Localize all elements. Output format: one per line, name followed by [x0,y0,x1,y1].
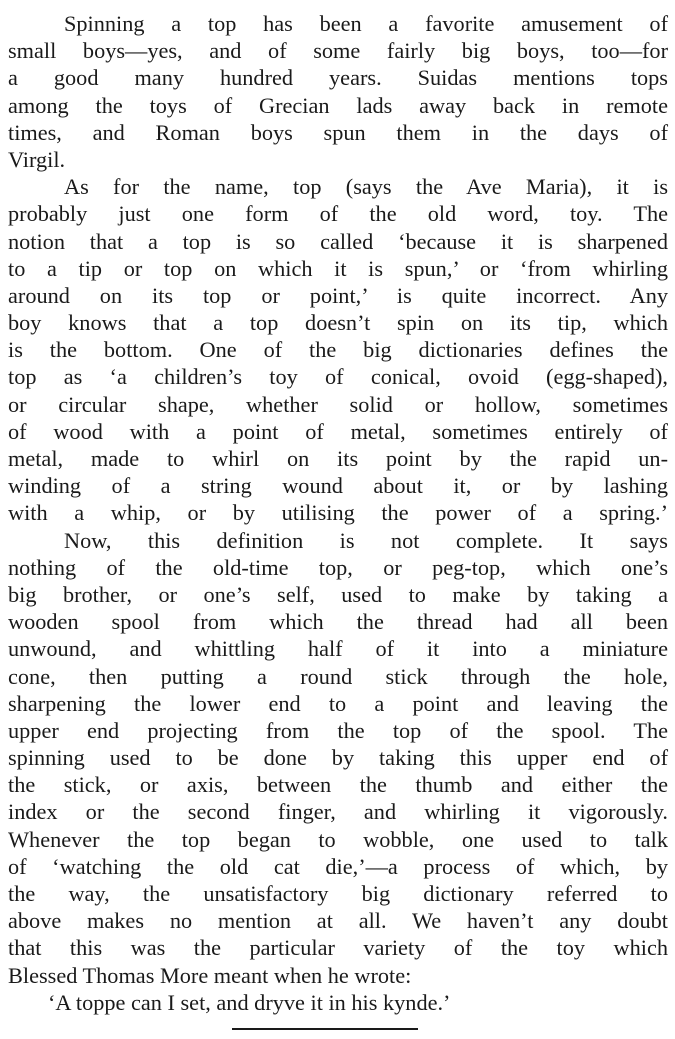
text-line: winding of a string wound about it, or by lashing [8,473,668,499]
quotation [8,989,668,1016]
text-line: upper end projecting from the top of the spool. The [8,717,668,743]
text-line: notion that a top is so called ‘because it is sharpened [8,228,668,254]
article-column [8,10,668,1016]
text-line: unwound, and whittling half of it into a miniature [8,636,668,662]
text-line: Spinning a top has been a favorite amusement of [64,11,668,36]
paragraph-2 [8,173,668,526]
text-line: Whenever the top began to wobble, one used to talk [8,826,668,852]
text-line: big brother, or one’s self, used to make by taking a [8,581,668,607]
text-line: the stick, or axis, between the thumb and either the [8,772,668,798]
text-line: with a whip, or by utilising the power of a spring.’ [8,500,668,526]
text-line: of wood with a point of metal, sometimes entirely of [8,418,668,444]
text-line: wooden spool from which the thread had all been [8,609,668,635]
text-line: the way, the unsatisfactory big dictionary referred to [8,881,668,906]
text-line: to a tip or top on which it is spun,’ or ‘from whirling [8,255,668,281]
text-line: times, and Roman boys spun them in the days of [8,119,668,145]
text-line: top as ‘a children’s toy of conical, ovoid (egg-shaped), [8,364,668,390]
text-line: above makes no mention at all. We haven’t any doubt [8,908,668,934]
text-line: Blessed Thomas More meant when he wrote: [8,962,412,988]
text-line: boy knows that a top doesn’t spin on its tip, which [8,310,668,336]
text-line: Virgil. [8,146,66,172]
text-line: around on its top or point,’ is quite incorrect. Any [8,282,668,308]
text-line: index or the second finger, and whirling it vigorously. [8,799,668,825]
text-line: sharpening the lower end to a point and leaving the [8,690,668,716]
paragraph-3 [8,527,668,989]
text-line: probably just one form of the old word, toy. The [8,201,668,227]
text-line: Now, this definition is not complete. It says [64,527,668,553]
text-line: is the bottom. One of the big dictionaries defines the [8,337,668,363]
text-line: that this was the particular variety of the toy which [8,935,668,961]
text-line: nothing of the old-time top, or peg-top, which one’s [8,554,668,580]
text-line: cone, then putting a round stick through the hole, [8,663,668,689]
text-line: spinning used to be done by taking this upper end of [8,745,668,771]
text-line: a good many hundred years. Suidas mentions tops [8,65,668,91]
text-line: small boys—yes, and of some fairly big boys, too—for [8,38,668,64]
text-line: As for the name, top (says the Ave Maria), it is [64,174,668,200]
text-line: of ‘watching the old cat die,’—a process of which, by [8,853,668,879]
text-line: or circular shape, whether solid or hollow, sometimes [8,391,668,417]
text-line: metal, made to whirl on its point by the rapid un- [8,446,668,471]
quote-line: ‘A toppe can I set, and dryve it in his kynde.’ [48,989,451,1015]
paragraph-1 [8,10,668,173]
closing-rule [232,1028,418,1030]
text-line: among the toys of Grecian lads away back in remote [8,92,668,118]
